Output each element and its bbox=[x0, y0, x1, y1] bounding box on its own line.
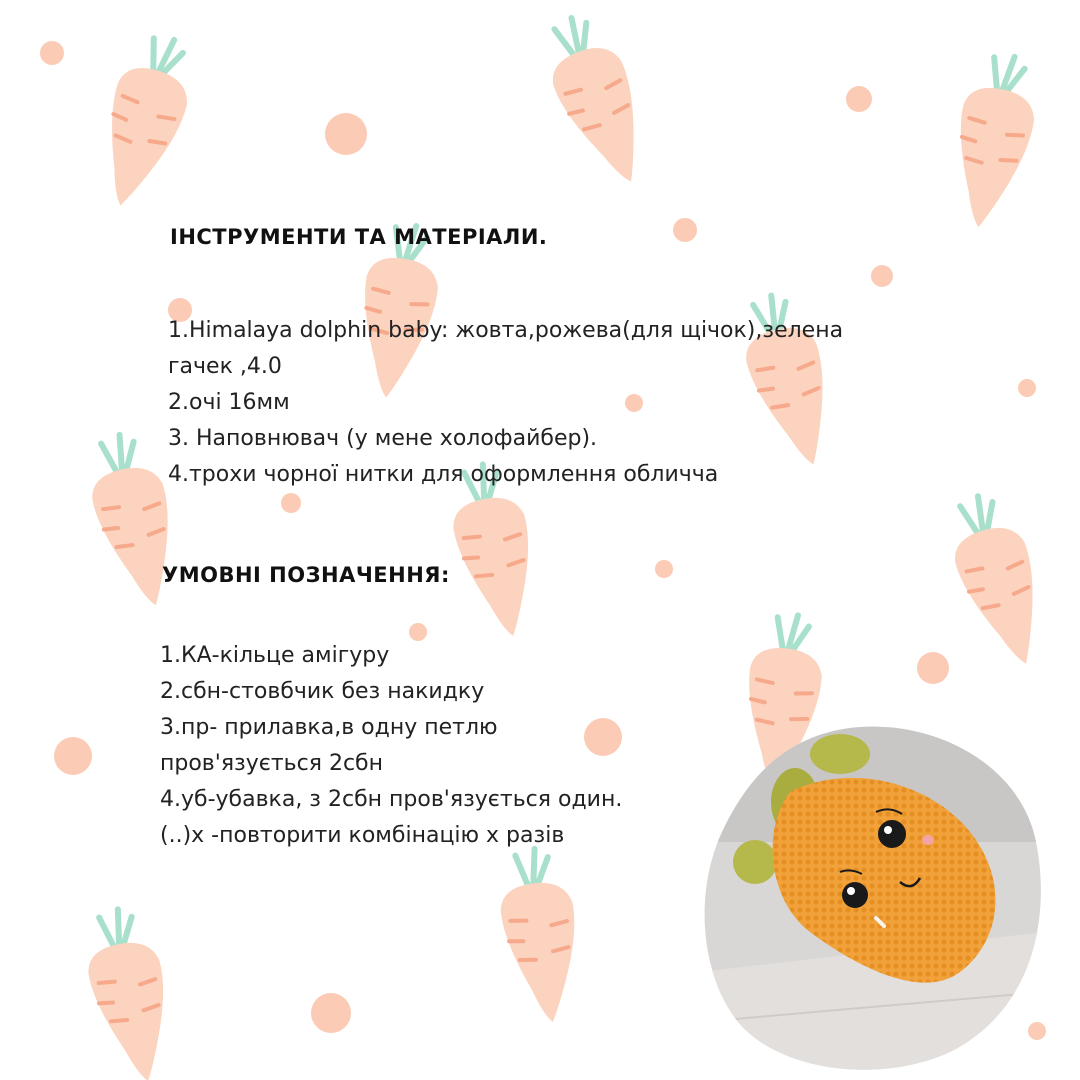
tools-item-stuffing: 3. Наповнювач (у мене холофайбер). bbox=[168, 426, 598, 451]
legend-heading: УМОВНІ ПОЗНАЧЕННЯ: bbox=[162, 563, 450, 587]
tools-heading: ІНСТРУМЕНТИ ТА МАТЕРІАЛИ. bbox=[170, 225, 548, 249]
legend-item-single-crochet: 2.сбн-стовбчик без накидку bbox=[160, 679, 485, 704]
tools-list bbox=[168, 313, 843, 493]
tools-item-yarn: 1.Himalaya dolphin baby: жовта,рожева(для щічок),зелена bbox=[168, 318, 844, 343]
legend-list bbox=[160, 638, 622, 854]
crochet-carrot-photo bbox=[700, 722, 1044, 1074]
tools-item-hook: гачек ,4.0 bbox=[168, 354, 282, 379]
tools-item-eyes: 2.очі 16мм bbox=[168, 390, 290, 415]
legend-item-increase: 3.пр- прилавка,в одну петлю bbox=[160, 715, 498, 740]
legend-item-magic-ring: 1.КА-кільце амігуру bbox=[160, 643, 390, 668]
legend-item-increase-cont: пров'язується 2сбн bbox=[160, 751, 383, 776]
tools-item-thread: 4.трохи чорної нитки для оформлення обличча bbox=[168, 462, 719, 487]
legend-item-repeat: (..)x -повторити комбінацію x разів bbox=[160, 823, 565, 848]
legend-item-decrease: 4.уб-убавка, з 2сбн пров'язується один. bbox=[160, 787, 623, 812]
